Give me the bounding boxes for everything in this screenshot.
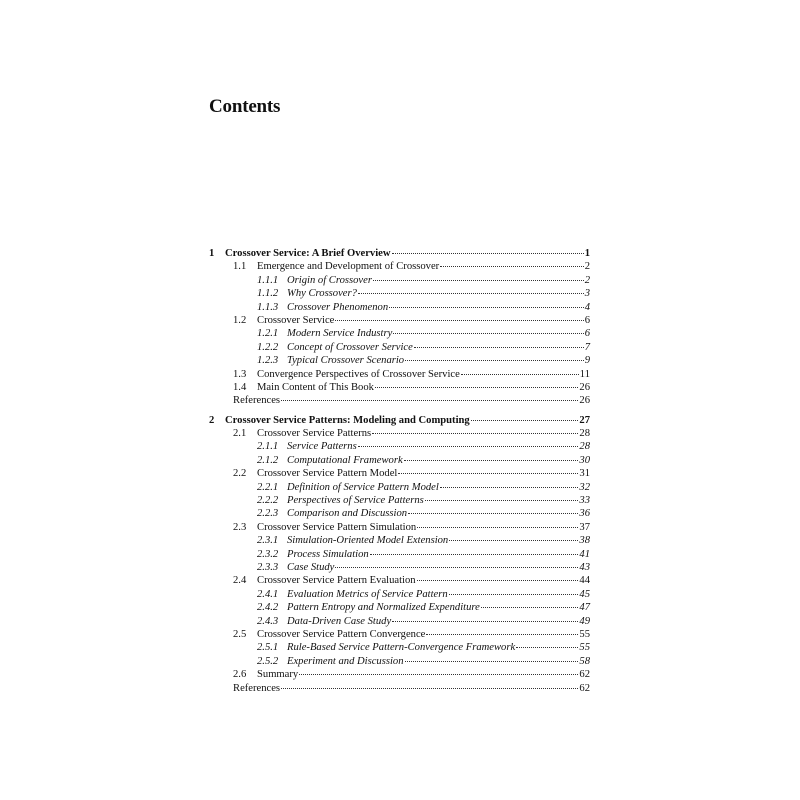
toc-entry-title: References [233, 395, 281, 407]
toc-subsection-entry[interactable] [209, 440, 590, 453]
toc-entry-number: 2.2.1 [257, 481, 279, 493]
toc-entry-page: 58 [579, 655, 590, 667]
dot-leader [440, 266, 584, 267]
toc-subsection-entry[interactable] [209, 534, 590, 547]
toc-section-entry[interactable] [209, 668, 590, 681]
toc-entry-number: 2.6 [233, 669, 247, 681]
toc-entry-number: 1 [209, 248, 215, 259]
toc-entry-title: Case Study [287, 561, 335, 573]
toc-chapter-entry[interactable] [209, 247, 590, 260]
toc-subsection-entry[interactable] [209, 274, 590, 287]
toc-entry-title: Convergence Perspectives of Crossover Service [257, 368, 460, 380]
toc-entry-number: 2.2.2 [257, 495, 279, 507]
toc-entry-page: 6 [584, 328, 590, 340]
toc-entry-page: 4 [584, 301, 590, 313]
toc-entry-title: Crossover Phenomenon [287, 301, 389, 313]
toc-entry-page: 45 [579, 588, 590, 600]
toc-entry-title: Data-Driven Case Study [287, 615, 392, 627]
toc-entry-number: 2.5.1 [257, 642, 279, 654]
toc-entry-page: 28 [579, 428, 590, 440]
dot-leader [281, 688, 578, 689]
dot-leader [417, 527, 578, 528]
dot-leader [358, 293, 584, 294]
toc-section-entry[interactable] [209, 467, 590, 480]
toc-entry-title: Crossover Service Pattern Evaluation [257, 575, 416, 587]
toc-section-entry[interactable] [209, 427, 590, 440]
dot-leader [335, 320, 583, 321]
dot-leader [449, 594, 579, 595]
toc-entry-page: 6 [584, 314, 590, 326]
toc-entry-title: Summary [257, 669, 299, 681]
dot-leader [392, 621, 578, 622]
toc-references-entry[interactable] [209, 682, 590, 695]
toc-entry-number: 2.3 [233, 521, 247, 533]
toc-entry-title: Process Simulation [287, 548, 369, 560]
toc-entry-page: 11 [579, 368, 590, 380]
toc-entry-title: Crossover Service Patterns: Modeling and Computing [225, 414, 470, 426]
toc-entry-number: 2.2 [233, 468, 247, 480]
toc-entry-number: 1.4 [233, 381, 247, 393]
dot-leader [299, 674, 578, 675]
dot-leader [389, 307, 584, 308]
toc-entry-number: 1.1.1 [257, 274, 279, 286]
toc-entry-page: 62 [579, 669, 590, 681]
dot-leader [398, 473, 578, 474]
toc-entry-title: Crossover Service Pattern Model [257, 468, 398, 480]
toc-subsection-entry[interactable] [209, 507, 590, 520]
toc-entry-page: 9 [584, 355, 590, 367]
toc-entry-page: 2 [584, 274, 590, 286]
toc-entry-number: 1.1.3 [257, 301, 279, 313]
dot-leader [414, 347, 584, 348]
toc-entry-page: 31 [579, 468, 590, 480]
toc-entry-page: 62 [579, 682, 590, 694]
toc-entry-page: 33 [579, 495, 590, 507]
toc-entry-number: 1.2.2 [257, 341, 279, 353]
page-title: Contents [209, 96, 281, 117]
toc-entry-page: 32 [579, 481, 590, 493]
table-of-contents [209, 247, 590, 695]
toc-entry-number: 1.3 [233, 368, 247, 380]
toc-entry-number: 2.1 [233, 428, 247, 440]
toc-section-entry[interactable] [209, 381, 590, 394]
dot-leader [425, 500, 579, 501]
toc-subsection-entry[interactable] [209, 601, 590, 614]
toc-entry-page: 26 [579, 395, 590, 407]
dot-leader [372, 433, 578, 434]
toc-subsection-entry[interactable] [209, 561, 590, 574]
toc-subsection-entry[interactable] [209, 655, 590, 668]
toc-entry-title: Crossover Service Pattern Convergence [257, 628, 426, 640]
toc-entry-page: 26 [579, 381, 590, 393]
toc-entry-number: 2.3.1 [257, 535, 279, 547]
toc-entry-page: 38 [579, 535, 590, 547]
toc-entry-page: 37 [579, 521, 590, 533]
toc-entry-title: Perspectives of Service Patterns [287, 495, 424, 507]
toc-entry-number: 1.1.2 [257, 288, 279, 300]
dot-leader [370, 554, 579, 555]
toc-chapter-block [209, 414, 590, 695]
toc-entry-number: 1.2 [233, 314, 247, 326]
toc-entry-title: Modern Service Industry [287, 328, 393, 340]
toc-entry-title: Simulation-Oriented Model Extension [287, 535, 449, 547]
toc-entry-title: Why Crossover? [287, 288, 357, 300]
dot-leader [471, 420, 579, 421]
toc-entry-number: 2.4 [233, 575, 247, 587]
toc-subsection-entry[interactable] [209, 341, 590, 354]
dot-leader [393, 333, 583, 334]
toc-entry-page: 55 [579, 642, 590, 654]
toc-entry-title: Emergence and Development of Crossover [257, 261, 440, 273]
toc-entry-number: 2.2.3 [257, 508, 279, 520]
dot-leader [449, 540, 578, 541]
toc-entry-page: 1 [584, 248, 590, 259]
toc-entry-title: Crossover Service: A Brief Overview [225, 248, 391, 259]
toc-entry-number: 2.1.1 [257, 441, 279, 453]
toc-subsection-entry[interactable] [209, 327, 590, 340]
dot-leader [516, 647, 578, 648]
dot-leader [358, 446, 579, 447]
toc-subsection-entry[interactable] [209, 287, 590, 300]
toc-section-entry[interactable] [209, 521, 590, 534]
toc-entry-title: Origin of Crossover [287, 274, 372, 286]
toc-subsection-entry[interactable] [209, 454, 590, 467]
toc-entry-number: 2.5.2 [257, 655, 279, 667]
toc-entry-number: 1.2.3 [257, 355, 279, 367]
toc-chapter-block [209, 247, 590, 408]
dot-leader [335, 567, 578, 568]
toc-entry-title: Crossover Service [257, 314, 335, 326]
toc-subsection-entry[interactable] [209, 354, 590, 367]
dot-leader [426, 634, 578, 635]
toc-entry-page: 2 [584, 261, 590, 273]
toc-entry-title: Main Content of This Book [257, 381, 374, 393]
toc-entry-number: 2 [209, 414, 215, 426]
dot-leader [392, 253, 584, 254]
toc-entry-page: 7 [584, 341, 590, 353]
toc-entry-title: Evaluation Metrics of Service Pattern [287, 588, 448, 600]
toc-entry-title: Crossover Service Pattern Simulation [257, 521, 417, 533]
toc-subsection-entry[interactable] [209, 548, 590, 561]
toc-entry-number: 2.4.3 [257, 615, 279, 627]
toc-entry-page: 55 [579, 628, 590, 640]
dot-leader [405, 360, 584, 361]
toc-section-entry[interactable] [209, 314, 590, 327]
toc-section-entry[interactable] [209, 628, 590, 641]
toc-entry-page: 30 [579, 454, 590, 466]
toc-entry-number: 1.1 [233, 261, 247, 273]
toc-entry-number: 2.4.1 [257, 588, 279, 600]
toc-subsection-entry[interactable] [209, 301, 590, 314]
toc-entry-title: Experiment and Discussion [287, 655, 404, 667]
toc-entry-title: Comparison and Discussion [287, 508, 408, 520]
toc-chapter-entry[interactable] [209, 414, 590, 427]
toc-entry-number: 2.3.2 [257, 548, 279, 560]
toc-section-entry[interactable] [209, 574, 590, 587]
toc-entry-number: 2.1.2 [257, 454, 279, 466]
dot-leader [375, 387, 578, 388]
toc-entry-title: Crossover Service Patterns [257, 428, 372, 440]
dot-leader [440, 487, 579, 488]
toc-entry-title: Computational Framework [287, 454, 403, 466]
toc-section-entry[interactable] [209, 260, 590, 273]
toc-entry-title: Service Patterns [287, 441, 357, 453]
dot-leader [281, 400, 578, 401]
toc-entry-title: Concept of Crossover Service [287, 341, 413, 353]
toc-references-entry[interactable] [209, 394, 590, 407]
toc-entry-page: 47 [579, 602, 590, 614]
toc-entry-page: 28 [579, 441, 590, 453]
toc-entry-title: References [233, 682, 281, 694]
toc-entry-title: Rule-Based Service Pattern-Convergence Framework [287, 642, 516, 654]
dot-leader [404, 460, 579, 461]
toc-section-entry[interactable] [209, 368, 590, 381]
toc-subsection-entry[interactable] [209, 615, 590, 628]
toc-entry-number: 1.2.1 [257, 328, 279, 340]
toc-entry-title: Typical Crossover Scenario [287, 355, 405, 367]
toc-entry-page: 41 [579, 548, 590, 560]
toc-subsection-entry[interactable] [209, 481, 590, 494]
dot-leader [405, 661, 579, 662]
dot-leader [408, 513, 578, 514]
toc-subsection-entry[interactable] [209, 494, 590, 507]
toc-entry-title: Pattern Entropy and Normalized Expenditure [287, 602, 480, 614]
dot-leader [373, 280, 584, 281]
toc-entry-page: 49 [579, 615, 590, 627]
dot-leader [461, 374, 579, 375]
toc-entry-number: 2.5 [233, 628, 247, 640]
toc-entry-page: 3 [584, 288, 590, 300]
toc-entry-page: 27 [579, 414, 590, 426]
toc-entry-page: 44 [579, 575, 590, 587]
toc-subsection-entry[interactable] [209, 588, 590, 601]
toc-entry-number: 2.4.2 [257, 602, 279, 614]
toc-entry-page: 43 [579, 561, 590, 573]
toc-entry-number: 2.3.3 [257, 561, 279, 573]
toc-entry-page: 36 [579, 508, 590, 520]
dot-leader [417, 580, 579, 581]
toc-entry-title: Definition of Service Pattern Model [287, 481, 439, 493]
toc-subsection-entry[interactable] [209, 641, 590, 654]
dot-leader [481, 607, 579, 608]
